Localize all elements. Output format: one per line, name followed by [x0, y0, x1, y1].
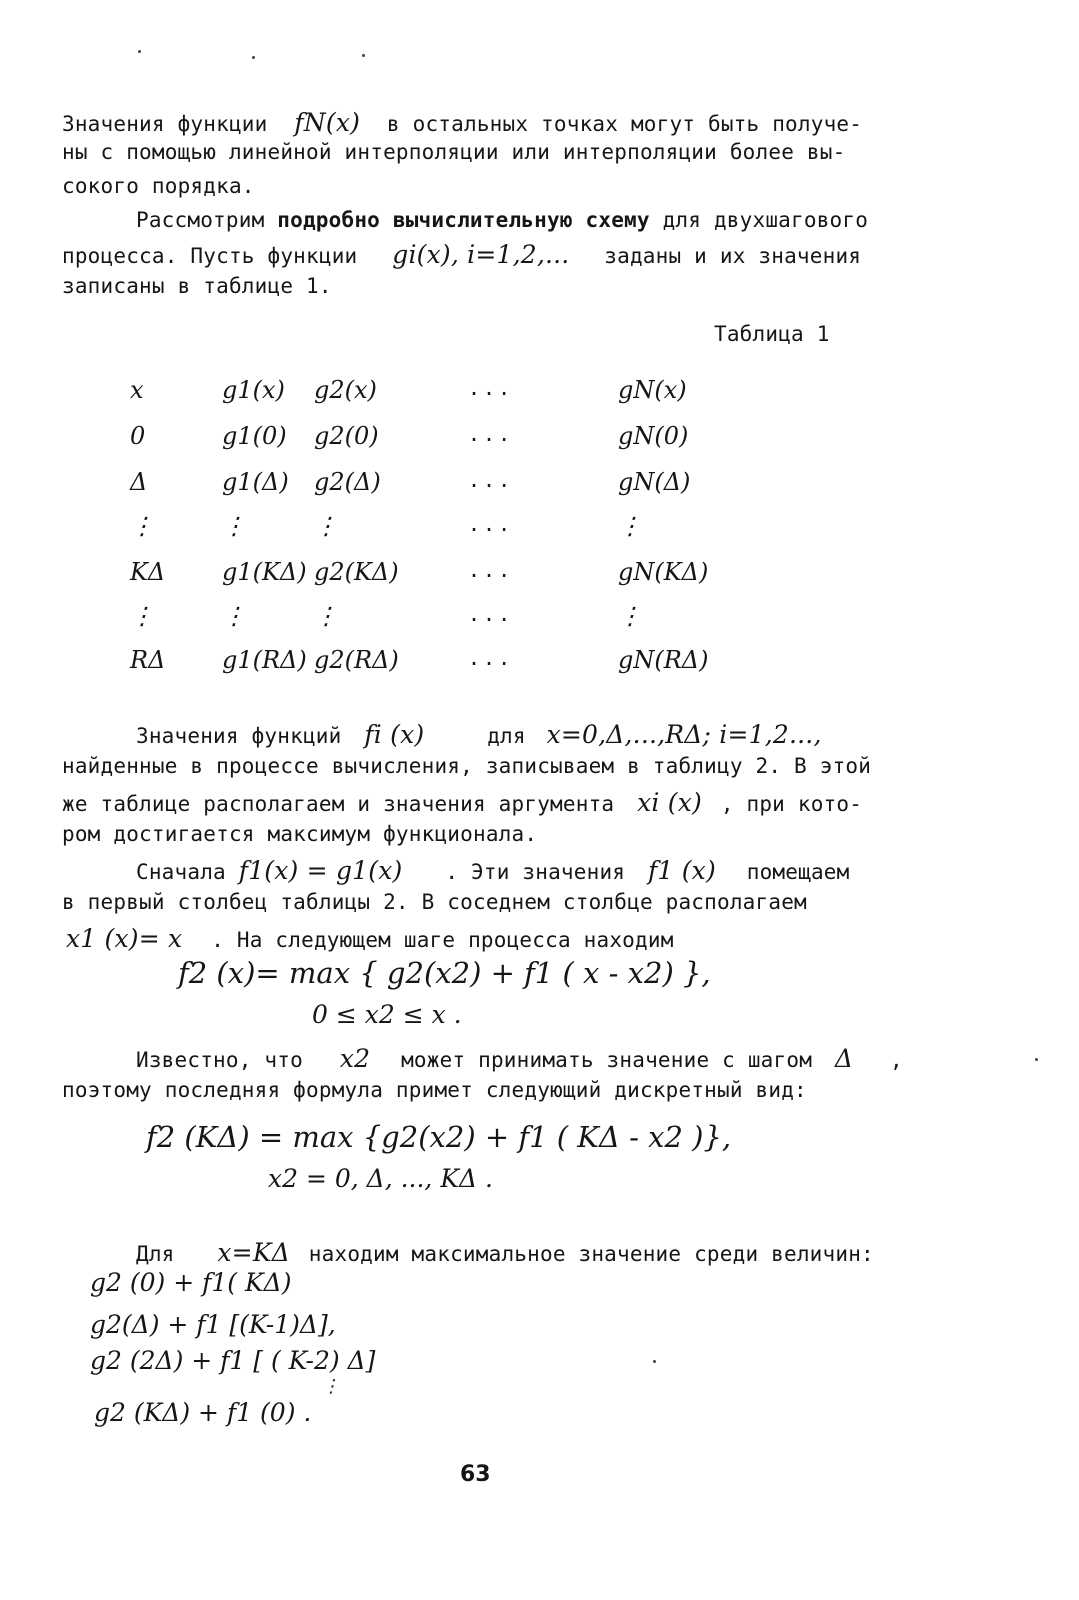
inline-formula: x1 (x)= x [66, 924, 183, 953]
paragraph1-line2: ны с помощью линейной интерполяции или интерполяции более вы- [62, 140, 846, 164]
paragraph6-line1 [136, 1238, 874, 1267]
paragraph1-line3: сокого порядка. [62, 174, 255, 198]
value-expression: g2 (KΔ) + f1 (0) . [94, 1398, 312, 1427]
inline-formula: fN(x) [294, 108, 361, 137]
table-cell-value: g1(x) [222, 376, 285, 404]
paragraph3-line1 [136, 720, 822, 749]
table-cell-argument: 0 [130, 422, 146, 450]
inline-formula: xi (x) [637, 788, 702, 817]
text: Сначала [136, 860, 226, 884]
table-cell-ellipsis: ... [468, 512, 514, 536]
table-cell-ellipsis: ... [468, 376, 514, 400]
table-caption: Таблица 1 [714, 322, 830, 346]
bold-text: подробно вычислительную схему [277, 208, 650, 232]
table-cell-value: gN(KΔ) [618, 558, 709, 586]
table-cell-ellipsis: ... [468, 422, 514, 446]
inline-formula: f1(x) = g1(x) [238, 856, 403, 885]
table-cell-value: gN(RΔ) [618, 646, 709, 674]
table-cell-argument: x [130, 376, 144, 404]
table-cell-argument: RΔ [130, 646, 166, 674]
text: Значения функций [136, 724, 342, 748]
paragraph4-line1 [136, 856, 850, 885]
table-cell-argument: ⋮ [130, 602, 154, 630]
table-cell-value: g1(KΔ) [222, 558, 307, 586]
formula1-main: f2 (x)= max { g2(x2) + f1 ( x - x2) }, [178, 956, 711, 990]
text: для [487, 724, 526, 748]
paragraph3-line4: ром достигается максимум функционала. [62, 822, 538, 846]
formula2-main: f2 (KΔ) = max {g2(x2) + f1 ( KΔ - x2 )}, [146, 1120, 732, 1154]
text: же таблице располагаем и значения аргумента [62, 792, 615, 816]
inline-formula: x=KΔ [217, 1238, 290, 1267]
table-cell-value: gN(0) [618, 422, 689, 450]
paragraph4-line2: в первый столбец таблицы 2. В соседнем столбце располагаем [62, 890, 807, 914]
text: , [890, 1048, 903, 1072]
table-cell-value: g2(0) [314, 422, 379, 450]
table-cell-value: ⋮ [314, 512, 338, 540]
value-expression: g2 (2Δ) + f1 [ ( K-2) Δ] [90, 1346, 376, 1375]
value-expression: g2 (0) + f1( KΔ) [90, 1268, 292, 1297]
table-cell-argument: Δ [130, 468, 148, 496]
table-cell-value: g2(x) [314, 376, 377, 404]
table-cell-argument: KΔ [130, 558, 166, 586]
table-cell-value: gN(Δ) [618, 468, 691, 496]
text: Для [136, 1242, 175, 1266]
inline-formula: fi (x) [364, 720, 425, 749]
inline-formula: f1 (x) [647, 856, 716, 885]
page-number: 63 [460, 1462, 491, 1487]
vertical-ellipsis: ⋮ [322, 1376, 340, 1397]
table-cell-value: g2(KΔ) [314, 558, 399, 586]
table-cell-argument: ⋮ [130, 512, 154, 540]
table-cell-value: g1(RΔ) [222, 646, 307, 674]
paragraph3-line3 [62, 788, 862, 817]
text: может принимать значение с шагом [401, 1048, 813, 1072]
text: . Эти значения [445, 860, 626, 884]
formula1-condition: 0 ≤ x2 ≤ x . [312, 1000, 462, 1029]
table-cell-value: ⋮ [314, 602, 338, 630]
text: находим максимальное значение среди величин: [308, 1242, 874, 1266]
table-cell-value: g2(RΔ) [314, 646, 399, 674]
inline-formula: x2 [339, 1044, 371, 1073]
paragraph5-line1 [136, 1044, 903, 1073]
table-cell-ellipsis: ... [468, 646, 514, 670]
text: процесса. Пусть функции [62, 244, 358, 268]
table-cell-value: ⋮ [618, 602, 642, 630]
table-cell-value: ⋮ [222, 602, 246, 630]
table-cell-value: ⋮ [222, 512, 246, 540]
paragraph5-line2: поэтому последняя формула примет следующий дискретный вид: [62, 1078, 807, 1102]
text: Значения функции [62, 112, 268, 136]
paragraph3-line2: найденные в процессе вычисления, записываем в таблицу 2. В этой [62, 754, 872, 778]
inline-formula: Δ [834, 1044, 854, 1073]
text: Известно, что [136, 1048, 303, 1072]
table-cell-value: g2(Δ) [314, 468, 381, 496]
text: в остальных точках могут быть получе- [386, 112, 863, 136]
inline-formula: gi(x), i=1,2,... [392, 240, 570, 269]
table-cell-value: g1(Δ) [222, 468, 289, 496]
table-cell-value: ⋮ [618, 512, 642, 540]
text: заданы и их значения [604, 244, 862, 268]
paragraph2-line3: записаны в таблице 1. [62, 274, 332, 298]
text: Рассмотрим [136, 208, 265, 232]
inline-formula: x=0,Δ,...,RΔ; i=1,2..., [546, 720, 822, 749]
text: . На следующем шаге процесса находим [211, 928, 674, 952]
table-cell-value: g1(0) [222, 422, 287, 450]
table-cell-value: gN(x) [618, 376, 687, 404]
paragraph4-line3 [66, 924, 674, 953]
formula2-condition: x2 = 0, Δ, ..., KΔ . [268, 1164, 493, 1193]
table-cell-ellipsis: ... [468, 602, 514, 626]
table-cell-ellipsis: ... [468, 558, 514, 582]
value-expression: g2(Δ) + f1 [(K-1)Δ], [90, 1310, 336, 1339]
text: для двухшагового [662, 208, 869, 232]
text: помещаем [746, 860, 850, 884]
table-cell-ellipsis: ... [468, 468, 514, 492]
text: , при кото- [720, 792, 863, 816]
